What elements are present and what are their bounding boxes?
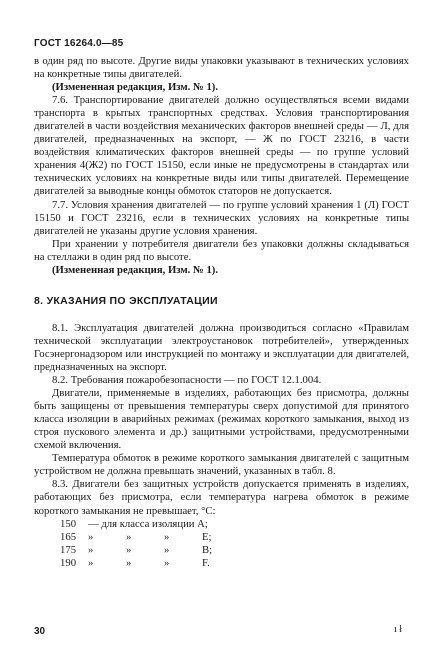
amendment-note: (Измененная редакция, Изм. № 1). <box>52 81 219 94</box>
insulation-class: F. <box>202 556 210 569</box>
list-item <box>60 531 409 544</box>
ditto-mark: » <box>164 530 170 543</box>
ditto-mark: » <box>126 530 132 543</box>
list-item <box>60 518 409 531</box>
ditto-mark: » <box>88 556 94 569</box>
document-body <box>34 55 409 570</box>
paragraph-8-3: 8.3. Двигатели без защитных устройств допускается применять в изделиях, работающих без присмотра, если температура нагрева обмоток в режиме короткого замыкания не превышает, °С: <box>34 478 409 517</box>
paragraph-continuation: в один ряд по высоте. Другие виды упаковки указывают в технических условиях на конкретные типы двигателей. <box>34 55 409 81</box>
ditto-mark: » <box>88 543 94 556</box>
paragraph-7-6: 7.6. Транспортирование двигателей должно осуществляться всеми видами транспорта в крытых транспортных средствах. Условия транспортирования двигателей в части воздействия механических факторов внешней среды — Л, для двигателей, предназначенных на экспорт, — Ж по ГОСТ 23216, в части воздействия климатических факторов внешней среды — по группе условий хранения 4(Ж2) по ГОСТ 15150, если иные не предусмотрены в стандартах или технических условиях на конкретные виды или типы двигателей. Перемещение двигателей за выводные концы обмоток статоров не допускается. <box>34 94 409 198</box>
temperature-value: 190 <box>60 556 77 569</box>
temperature-value: 165 <box>60 530 77 543</box>
paragraph-7-7: 7.7. Условия хранения двигателей — по группе условий хранения 1 (Л) ГОСТ 15150 и ГОСТ 23216, если в технических условиях на конкретные типы двигателей не указаны другие условия хранения. <box>34 198 409 237</box>
ditto-mark: » <box>164 556 170 569</box>
page-number: 30 <box>34 626 46 637</box>
amendment-note: (Измененная редакция, Изм. № 1). <box>52 263 219 276</box>
insulation-class: В; <box>202 543 213 556</box>
ditto-mark: » <box>88 530 94 543</box>
margin-mark: ı ł <box>394 624 403 635</box>
insulation-class: Е; <box>202 530 212 543</box>
list-item <box>60 557 409 570</box>
temperature-value: 150 <box>60 517 77 530</box>
ditto-mark: » <box>126 556 132 569</box>
temperature-value: 175 <box>60 543 77 556</box>
section-title: 8. УКАЗАНИЯ ПО ЭКСПЛУАТАЦИИ <box>34 294 218 307</box>
paragraph-winding-temp: Температура обмоток в режиме короткого замыкания двигателей с защитным устройством не должна превышать значений, указанных в табл. 8. <box>34 452 409 478</box>
paragraph-protection: Двигатели, применяемые в изделиях, работающих без присмотра, должны быть защищены от превышения температуры сверх допустимой для принятого класса изоляции в аварийных режимах (режимах короткого замыкания, выход из строя пускового элемента и др.) защитными устройствами, предусмотренными схемой включения. <box>34 387 409 452</box>
ditto-mark: » <box>164 543 170 556</box>
list-item <box>60 544 409 557</box>
paragraph-storage: При хранении у потребителя двигатели без упаковки должны складываться на стеллажи в один ряд по высоте. <box>34 237 409 263</box>
page-header: ГОСТ 16264.0—85 <box>34 38 124 49</box>
temperature-list <box>60 518 409 570</box>
ditto-mark: » <box>126 543 132 556</box>
temperature-class-text: — для класса изоляции А; <box>88 517 208 530</box>
paragraph-8-2: 8.2. Требования пожаробезопасности — по ГОСТ 12.1.004. <box>52 374 322 387</box>
paragraph-8-1: 8.1. Эксплуатация двигателей должна производиться согласно «Правилам технической эксплуатации электроустановок потребителей», утвержденных Госэнергонадзором или инструкцией по монтажу и эксплуатации для двигателей, предназначенных на экспорт. <box>34 321 409 373</box>
